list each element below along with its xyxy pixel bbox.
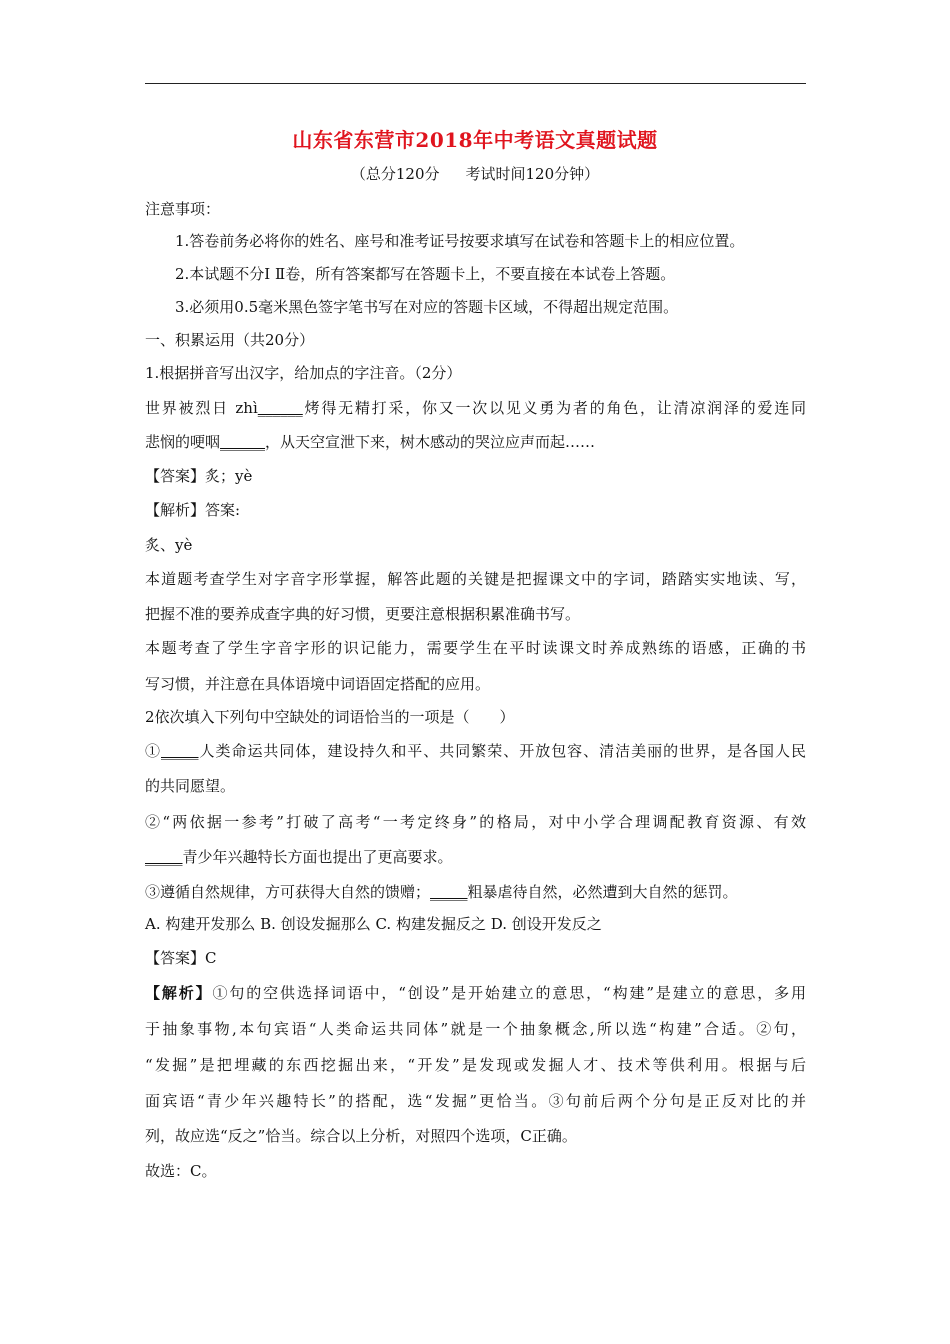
q1-analysis-answer: 炙、yè (145, 536, 193, 554)
q1-text: ，从天空宣泄下来，树木感动的哭泣应声而起…… (265, 433, 596, 451)
answer-blank: ______ (257, 399, 303, 417)
total-score: （总分120分 (350, 165, 440, 183)
answer-blank: ______ (220, 433, 266, 451)
question-1-sentence-line (145, 432, 595, 452)
q2-options: A. 构建开发那么 B. 创设发掘那么 C. 构建发掘反之 D. 创设开发反之 (145, 915, 602, 933)
q2-analysis-text: 列，故应选“反之”恰当。综合以上分析，对照四个选项，C正确。 (145, 1127, 577, 1145)
answer-blank: _____ (161, 742, 199, 760)
q1-analysis-text: 把握不准的要养成查字典的好习惯，更要注意根据积累准确书写。 (145, 605, 581, 623)
q2-text: 人类命运共同体，建设持久和平、共同繁荣、开放包容、清洁美丽的世界，是各国人民 (198, 742, 806, 760)
answer-blank: _____ (145, 848, 183, 866)
q2-analysis-label: 【解析】 (145, 984, 213, 1002)
q2-analysis-text (145, 983, 806, 1003)
q2-sentence-1-cont: 的共同愿望。 (145, 777, 236, 795)
q2-text: 粗暴虐待自然，必然遭到大自然的惩罚。 (467, 883, 738, 901)
q1-text: 悲悯的哽咽 (145, 433, 221, 451)
exam-subtitle (0, 163, 950, 184)
notice-item: 2.本试题不分Ⅰ Ⅱ卷，所有答案都写在答题卡上，不要直接在本试卷上答题。 (175, 265, 676, 283)
q1-analysis-text: 写习惯，并注意在具体语境中词语固定搭配的应用。 (145, 675, 491, 693)
q2-answer: 【答案】C (145, 949, 217, 967)
exam-duration: 考试时间120分钟） (465, 165, 600, 183)
question-1-sentence-line (145, 398, 806, 418)
q2-sentence-2-cont (145, 847, 453, 867)
notice-item: 1.答卷前务必将你的姓名、座号和准考证号按要求填写在试卷和答题卡上的相应位置。 (175, 232, 745, 250)
q2-sentence-1 (145, 741, 806, 761)
q1-analysis-text: 本道题考查学生对字音字形掌握，解答此题的关键是把握课文中的字词，踏踏实实地读、写， (145, 570, 806, 588)
q1-answer: 【答案】炙；yè (145, 467, 253, 485)
q2-text: ① (145, 742, 161, 760)
q2-analysis-text: 于抽象事物,本句宾语“人类命运共同体”就是一个抽象概念,所以选“构建”合适。②句， (145, 1020, 806, 1038)
header-rule (145, 83, 806, 84)
q1-text: 烤得无精打采，你又一次以见义勇为者的角色，让清凉润泽的爱连同 (302, 399, 806, 417)
q1-analysis-text: 本题考查了学生字音字形的识记能力，需要学生在平时读课文时养成熟练的语感，正确的书 (145, 639, 806, 657)
q2-analysis-text: 面宾语“青少年兴趣特长”的搭配，选“发掘”更恰当。③句前后两个分句是正反对比的并 (145, 1092, 806, 1110)
q2-text: 青少年兴趣特长方面也提出了更高要求。 (182, 848, 453, 866)
q2-text: ③遵循自然规律，方可获得大自然的馈赠； (145, 883, 431, 901)
q1-analysis-label: 【解析】答案: (145, 501, 241, 519)
exam-title: 山东省东营市2018年中考语文真题试题 (292, 128, 658, 152)
notice-item: 3.必须用0.5毫米黑色签字笔书写在对应的答题卡区域，不得超出规定范围。 (175, 298, 679, 316)
q2-sentence-3 (145, 882, 738, 902)
q2-text: ①句的空供选择词语中，“创设”是开始建立的意思，“构建”是建立的意思，多用 (212, 984, 806, 1002)
question-2-stem: 2依次填入下列句中空缺处的词语恰当的一项是（ ） (145, 708, 515, 726)
q2-sentence-2: ②“两依据一参考”打破了高考“一考定终身”的格局，对中小学合理调配教育资源、有效 (145, 813, 806, 831)
answer-blank: _____ (430, 883, 468, 901)
section-heading: 一、积累运用（共20分） (145, 331, 315, 349)
q2-conclusion: 故选：C。 (145, 1162, 217, 1180)
q1-text: 世界被烈日 zhì (145, 399, 258, 417)
notice-heading: 注意事项： (145, 200, 221, 218)
q2-analysis-text: “发掘”是把埋藏的东西挖掘出来，“开发”是发现或发掘人才、技术等供利用。根据与后 (145, 1056, 806, 1074)
question-1-stem: 1.根据拼音写出汉字，给加点的字注音。（2分） (145, 364, 462, 382)
